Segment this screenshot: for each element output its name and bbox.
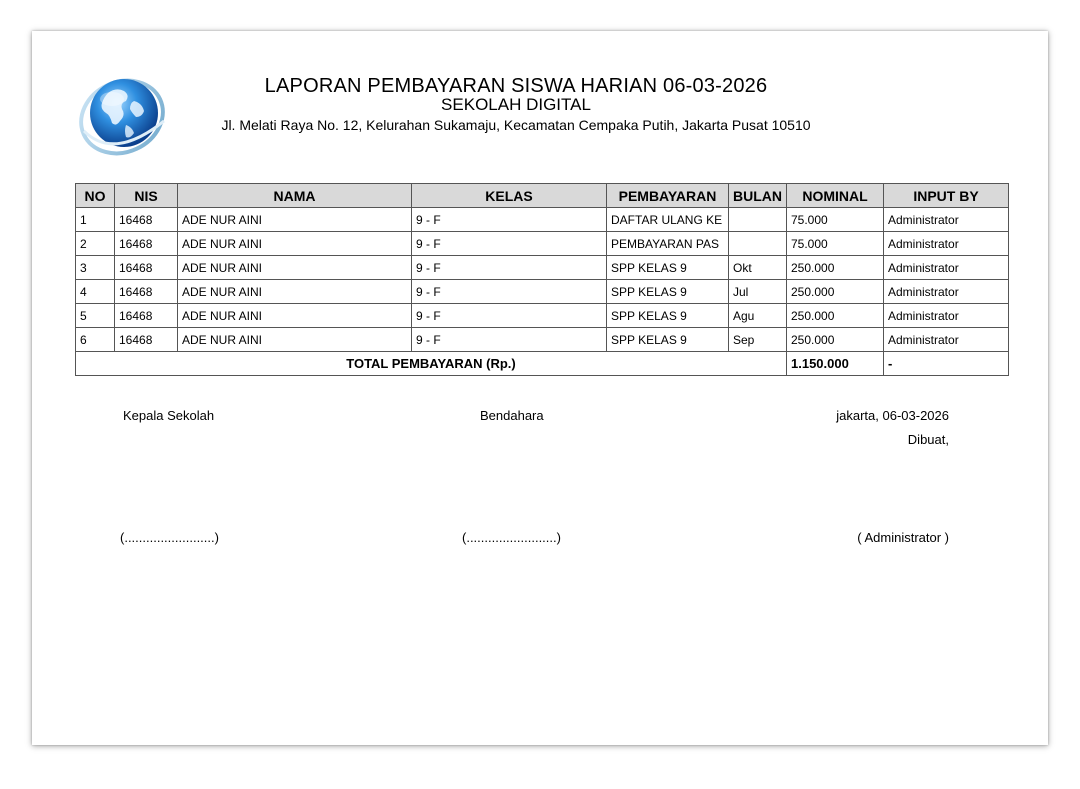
cell-pembayaran: SPP KELAS 9 xyxy=(607,280,729,304)
cell-nama: ADE NUR AINI xyxy=(178,328,412,352)
dibuat-label: Dibuat, xyxy=(907,432,949,447)
report-title: LAPORAN PEMBAYARAN SISWA HARIAN 06-03-2026 xyxy=(264,75,768,97)
cell-input-by: Administrator xyxy=(884,208,1009,232)
cell-kelas: 9 - F xyxy=(412,256,607,280)
cell-kelas: 9 - F xyxy=(412,328,607,352)
cell-nama: ADE NUR AINI xyxy=(178,256,412,280)
table-row xyxy=(76,304,1009,328)
col-header-no: NO xyxy=(76,184,115,208)
cell-nis: 16468 xyxy=(115,256,178,280)
cell-pembayaran: SPP KELAS 9 xyxy=(607,256,729,280)
cell-nis: 16468 xyxy=(115,304,178,328)
col-header-bulan: BULAN xyxy=(729,184,787,208)
kepala-sekolah-label: Kepala Sekolah xyxy=(123,408,215,423)
cell-nominal: 250.000 xyxy=(787,304,884,328)
cell-pembayaran: PEMBAYARAN PAS xyxy=(607,232,729,256)
cell-nama: ADE NUR AINI xyxy=(178,208,412,232)
cell-nominal: 75.000 xyxy=(787,232,884,256)
admin-signature-name: ( Administrator ) xyxy=(857,530,949,545)
cell-kelas: 9 - F xyxy=(412,280,607,304)
cell-pembayaran: SPP KELAS 9 xyxy=(607,328,729,352)
cell-input-by: Administrator xyxy=(884,256,1009,280)
cell-nama: ADE NUR AINI xyxy=(178,280,412,304)
cell-input-by: Administrator xyxy=(884,280,1009,304)
cell-kelas: 9 - F xyxy=(412,208,607,232)
cell-nominal: 250.000 xyxy=(787,256,884,280)
table-row xyxy=(76,280,1009,304)
col-header-nis: NIS xyxy=(115,184,178,208)
cell-nominal: 250.000 xyxy=(787,280,884,304)
cell-bulan: Jul xyxy=(729,280,787,304)
col-header-nama: NAMA xyxy=(178,184,412,208)
bendahara-label: Bendahara xyxy=(480,408,544,423)
cell-pembayaran: DAFTAR ULANG KE xyxy=(607,208,729,232)
col-header-kelas: KELAS xyxy=(412,184,607,208)
cell-nama: ADE NUR AINI xyxy=(178,232,412,256)
cell-kelas: 9 - F xyxy=(412,304,607,328)
cell-nama: ADE NUR AINI xyxy=(178,304,412,328)
col-header-input-by: INPUT BY xyxy=(884,184,1009,208)
cell-bulan: Sep xyxy=(729,328,787,352)
table-row xyxy=(76,208,1009,232)
cell-nominal: 75.000 xyxy=(787,208,884,232)
cell-no: 3 xyxy=(76,256,115,280)
place-date: jakarta, 06-03-2026 xyxy=(836,408,949,423)
cell-no: 1 xyxy=(76,208,115,232)
school-address: Jl. Melati Raya No. 12, Kelurahan Sukamaju, Kecamatan Cempaka Putih, Jakarta Pusat 10510 xyxy=(221,117,811,133)
cell-input-by: Administrator xyxy=(884,232,1009,256)
cell-input-by: Administrator xyxy=(884,328,1009,352)
cell-kelas: 9 - F xyxy=(412,232,607,256)
table-header-row xyxy=(76,184,1009,208)
cell-nis: 16468 xyxy=(115,232,178,256)
col-header-pembayaran: PEMBAYARAN xyxy=(607,184,729,208)
cell-nominal: 250.000 xyxy=(787,328,884,352)
total-value: 1.150.000 xyxy=(787,352,884,376)
cell-bulan xyxy=(729,208,787,232)
cell-bulan: Agu xyxy=(729,304,787,328)
cell-input-by: Administrator xyxy=(884,304,1009,328)
total-input-by: - xyxy=(884,352,1009,376)
school-name: SEKOLAH DIGITAL xyxy=(441,95,591,114)
table-row xyxy=(76,232,1009,256)
cell-bulan: Okt xyxy=(729,256,787,280)
report-page xyxy=(32,31,1048,745)
cell-no: 4 xyxy=(76,280,115,304)
cell-no: 2 xyxy=(76,232,115,256)
payment-table xyxy=(75,183,1009,376)
table-row xyxy=(76,328,1009,352)
table-row xyxy=(76,256,1009,280)
cell-pembayaran: SPP KELAS 9 xyxy=(607,304,729,328)
cell-no: 5 xyxy=(76,304,115,328)
cell-no: 6 xyxy=(76,328,115,352)
col-header-nominal: NOMINAL xyxy=(787,184,884,208)
kepala-signature-blank: (.........................) xyxy=(120,530,219,545)
cell-nis: 16468 xyxy=(115,328,178,352)
cell-nis: 16468 xyxy=(115,280,178,304)
cell-bulan xyxy=(729,232,787,256)
total-row xyxy=(76,352,1009,376)
bendahara-signature-blank: (.........................) xyxy=(462,530,561,545)
total-label: TOTAL PEMBAYARAN (Rp.) xyxy=(76,352,787,376)
cell-nis: 16468 xyxy=(115,208,178,232)
